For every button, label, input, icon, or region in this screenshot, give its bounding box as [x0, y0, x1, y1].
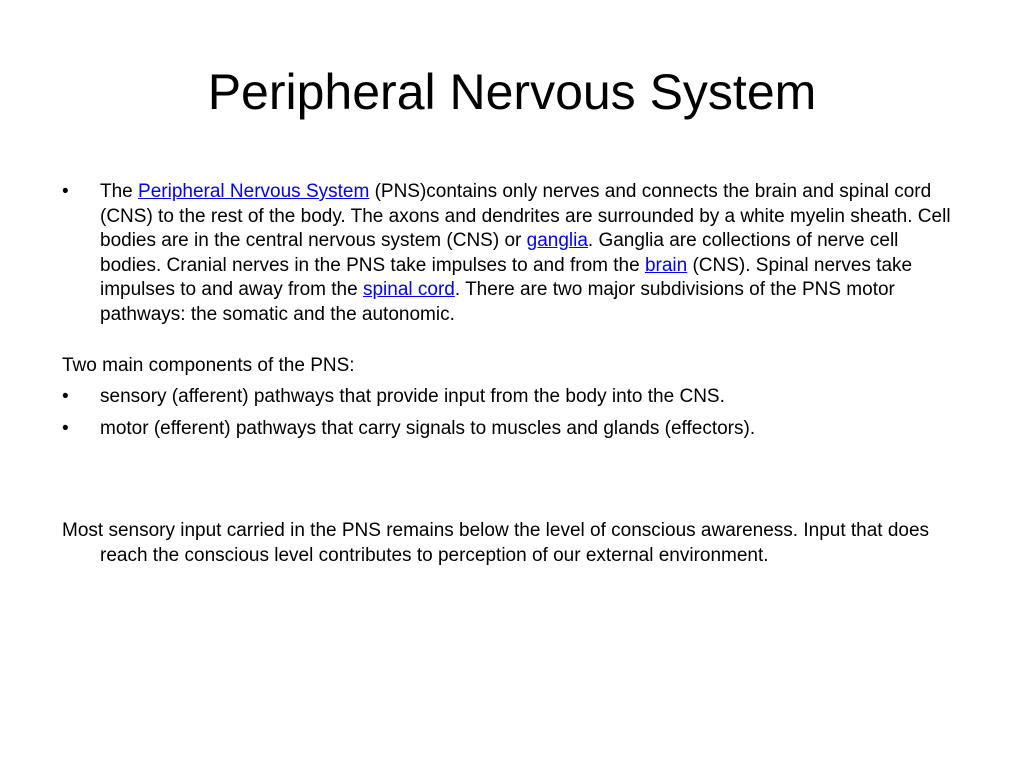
spacer: [62, 328, 962, 354]
link-spinal-cord[interactable]: spinal cord: [362, 279, 455, 301]
bullet-item-text: sensory (afferent) pathways that provide input from the body into the CNS.: [100, 386, 725, 408]
spacer: [62, 378, 962, 385]
slide-title: Peripheral Nervous System: [207, 64, 817, 120]
text-fragment: . Ganglia are collections of nerve cell bodies. Cranial nerves in the PNS take impulses to and from the: [100, 230, 899, 276]
bullet-icon: •: [62, 181, 69, 202]
link-peripheral-nervous-system[interactable]: Peripheral Nervous System: [138, 181, 370, 202]
link-brain[interactable]: brain: [644, 254, 688, 276]
spacer: [62, 441, 962, 519]
slide-body: [62, 180, 962, 569]
bullet-paragraph-pns-overview: [62, 180, 962, 328]
spacer: [62, 410, 962, 417]
bullet-item-sensory: [62, 385, 962, 410]
link-ganglia[interactable]: ganglia: [526, 230, 588, 252]
text-fragment: The: [100, 181, 139, 202]
text-fragment: . There are two major subdivisions of the PNS motor pathways: the somatic and the autonomic.: [100, 279, 895, 325]
components-heading: Two main components of the PNS:: [62, 354, 355, 376]
bullet-item-motor: [62, 417, 962, 442]
text-fragment: (CNS). Spinal nerves take impulses to and away from the: [100, 254, 913, 301]
bullet-item-text: motor (efferent) pathways that carry signals to muscles and glands (effectors).: [100, 417, 756, 439]
bullet-icon: •: [62, 417, 69, 439]
bullet-icon: •: [62, 386, 69, 408]
closing-paragraph: Most sensory input carried in the PNS remains below the level of conscious awareness. Input that does reach the conscious level contributes to perception of our external environment.: [62, 520, 930, 566]
text-fragment: (PNS)contains only nerves and connects the brain and spinal cord (CNS) to the rest of the body. The axons and dendrites are surrounded by a white myelin sheath. Cell bodies are in the central nervous system (CNS) or: [100, 181, 951, 252]
